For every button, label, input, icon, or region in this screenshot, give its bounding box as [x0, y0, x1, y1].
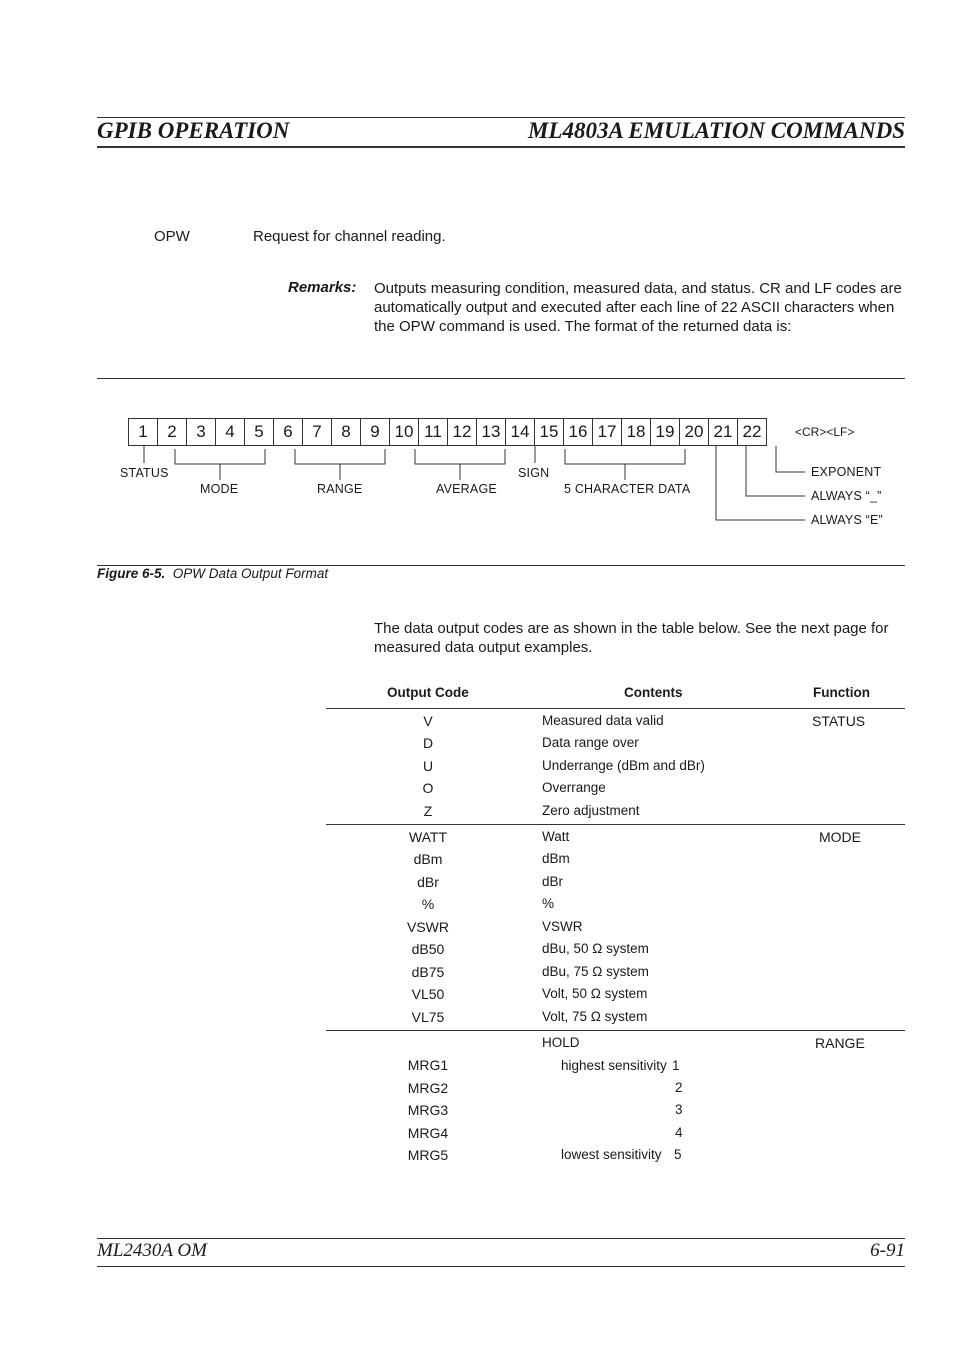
table-row-code: V: [423, 713, 433, 729]
footer-rule-bottom: [97, 1266, 905, 1267]
sign-label: SIGN: [518, 466, 550, 480]
table-row-code: VL75: [411, 1009, 445, 1025]
table-row-code: MRG5: [407, 1147, 449, 1163]
mode-label: MODE: [200, 482, 239, 496]
mode-bracket: [175, 449, 265, 480]
terminator-label: <CR><LF>: [795, 425, 855, 439]
intro-paragraph: The data output codes are as shown in the table below. See the next page for measured data output examples.: [374, 620, 889, 656]
table-row-code: D: [422, 735, 434, 751]
table-row-code: MRG3: [407, 1102, 449, 1118]
table-row-code: WATT: [408, 829, 448, 845]
always-underscore-label: ALWAYS “_”: [811, 489, 882, 503]
char-box: 4: [215, 418, 245, 446]
table-row-code: U: [422, 758, 434, 774]
remarks-text: Outputs measuring condition, measured data, and status. CR and LF codes are automatically output and executed after each line of 22 ASCII characters when the OPW command is used. The format of the returned data is:: [374, 280, 902, 335]
footer-rule-top: [97, 1238, 905, 1239]
char-box: 6: [273, 418, 303, 446]
function-range: RANGE: [815, 1035, 865, 1051]
char-box: 14: [505, 418, 535, 446]
char-box: 20: [679, 418, 709, 446]
function-mode: MODE: [819, 829, 861, 845]
table-row-contents: Overrange: [542, 780, 606, 795]
table-row-code: MRG2: [407, 1080, 449, 1096]
char-box: 15: [534, 418, 564, 446]
chapter-title: ML4803A EMULATION COMMANDS: [527, 118, 905, 143]
range-hold: HOLD: [542, 1035, 580, 1050]
function-status: STATUS: [812, 713, 866, 729]
column-header-contents: Contents: [624, 685, 683, 700]
table-row-code: dB75: [411, 964, 445, 980]
range-desc: highest sensitivity: [561, 1058, 667, 1073]
table-rule: [326, 824, 905, 825]
data-label: 5 CHARACTER DATA: [564, 482, 691, 496]
e-connector: [716, 446, 805, 520]
char-box: 19: [650, 418, 680, 446]
table-row-contents: Volt, 75 Ω system: [542, 1009, 648, 1024]
status-label: STATUS: [120, 466, 169, 480]
table-row-contents: Underrange (dBm and dBr): [542, 758, 705, 773]
table-row-contents: Zero adjustment: [542, 803, 640, 818]
char-box: 3: [186, 418, 216, 446]
char-box: 5: [244, 418, 274, 446]
table-row-code: dBr: [417, 874, 439, 890]
command-name: OPW: [154, 228, 190, 245]
range-num: 5: [674, 1147, 682, 1162]
char-box: 2: [157, 418, 187, 446]
always-e-label: ALWAYS “E”: [811, 513, 883, 527]
table-row-code: Z: [423, 803, 433, 819]
table-row-contents: Data range over: [542, 735, 639, 750]
char-box: 11: [418, 418, 448, 446]
char-box: 8: [331, 418, 361, 446]
table-row-contents: Watt: [542, 829, 570, 844]
char-box: 17: [592, 418, 622, 446]
range-bracket: [295, 449, 385, 480]
manual-name: ML2430A OM: [97, 1240, 207, 1261]
char-box: 10: [389, 418, 419, 446]
table-row-code: %: [421, 896, 435, 912]
table-row-contents: VSWR: [542, 919, 583, 934]
range-num: 3: [675, 1102, 683, 1117]
figure-caption: [97, 566, 328, 581]
char-box: 22: [737, 418, 767, 446]
char-box: 13: [476, 418, 506, 446]
char-box: 9: [360, 418, 390, 446]
range-num: 2: [675, 1080, 683, 1095]
average-label: AVERAGE: [436, 482, 497, 496]
table-row-contents: Volt, 50 Ω system: [542, 986, 648, 1001]
section-title: GPIB OPERATION: [97, 118, 290, 143]
table-row-code: MRG1: [407, 1057, 449, 1073]
table-row-contents: Measured data valid: [542, 713, 664, 728]
table-row-contents: dBu, 75 Ω system: [542, 964, 649, 979]
range-desc: lowest sensitivity: [561, 1147, 662, 1162]
exponent-connector: [776, 446, 805, 472]
char-box: 7: [302, 418, 332, 446]
table-rule: [326, 708, 905, 709]
page-number: 6-91: [870, 1240, 905, 1261]
table-row-code: dBm: [413, 851, 443, 867]
column-header-code: Output Code: [387, 685, 469, 700]
table-row-contents: dBm: [542, 851, 570, 866]
char-box: 16: [563, 418, 593, 446]
range-label: RANGE: [317, 482, 363, 496]
range-num: 1: [672, 1058, 680, 1073]
table-row-contents: %: [542, 896, 555, 911]
table-row-code: MRG4: [407, 1125, 449, 1141]
table-row-contents: dBr: [542, 874, 564, 889]
exponent-label: EXPONENT: [811, 465, 882, 479]
table-row-code: dB50: [411, 941, 445, 957]
figure-caption-text: OPW Data Output Format: [172, 566, 329, 581]
table-row-code: O: [422, 780, 434, 796]
char-box: 18: [621, 418, 651, 446]
data-bracket: [565, 449, 685, 480]
remarks-label: Remarks:: [288, 279, 357, 296]
figure-caption-number: Figure 6-5.: [97, 566, 166, 581]
table-row-contents: dBu, 50 Ω system: [542, 941, 649, 956]
char-box: 1: [128, 418, 158, 446]
average-bracket: [415, 449, 505, 480]
range-num: 4: [675, 1125, 683, 1140]
char-box: 12: [447, 418, 477, 446]
column-header-function: Function: [813, 685, 870, 700]
table-rule: [326, 1030, 905, 1031]
table-row-code: VSWR: [407, 919, 449, 935]
char-box: 21: [708, 418, 738, 446]
command-description: Request for channel reading.: [253, 228, 446, 245]
table-row-code: VL50: [411, 986, 445, 1002]
